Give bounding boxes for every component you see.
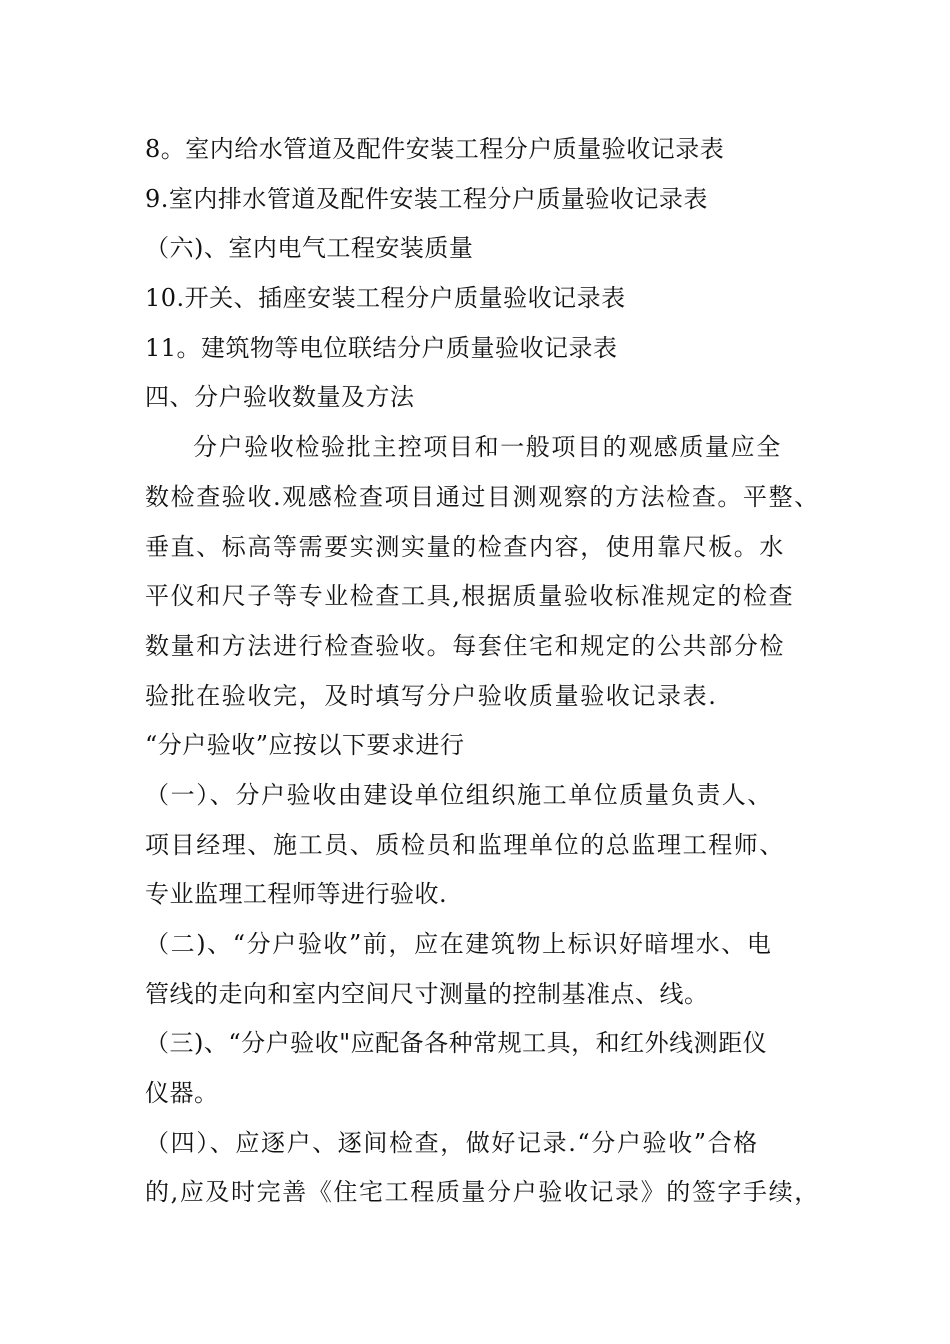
paragraph-line-2: 数检查验收.观感检查项目通过目测观察的方法检查。平整、 [145,483,820,511]
paragraph-line-1: 分户验收检验批主控项目和一般项目的观感质量应全 [193,433,782,461]
item-three-line-2: 仪器。 [145,1079,219,1107]
section-heading-six: （六)、室内电气工程安装质量 [145,234,474,262]
paragraph-line-6: 验批在验收完，及时填写分户验收质量验收记录表. [145,682,718,710]
item-one-line-3: 专业监理工程师等进行验收. [145,880,448,908]
item-four-line-1: （四）、应逐户、逐间检查，做好记录.“分户验收”合格 [145,1129,759,1157]
item-one-line-1: （一）、分户验收由建设单位组织施工单位质量负责人、 [145,781,773,809]
text-line-2: 9.室内排水管道及配件安装工程分户质量验收记录表 [145,185,708,213]
paragraph-line-4: 平仪和尺子等专业检查工具,根据质量验收标准规定的检查 [145,582,795,610]
text-line-4: 10.开关、插座安装工程分户质量验收记录表 [145,284,626,312]
item-two-line-2: 管线的走向和室内空间尺寸测量的控制基准点、线。 [145,980,709,1008]
requirements-heading: “分户验收”应按以下要求进行 [145,731,465,759]
paragraph-line-5: 数量和方法进行检查验收。每套住宅和规定的公共部分检 [145,632,785,660]
section-heading-four: 四、分户验收数量及方法 [145,383,415,411]
text-line-5: 11。建筑物等电位联结分户质量验收记录表 [145,334,618,362]
text-line-1: 8。室内给水管道及配件安装工程分户质量验收记录表 [145,135,725,163]
item-one-line-2: 项目经理、施工员、质检员和监理单位的总监理工程师、 [145,831,785,859]
item-three-line-1: （三)、“分户验收"应配备各种常规工具，和红外线测距仪 [145,1029,768,1057]
item-four-line-2: 的,应及时完善《住宅工程质量分户验收记录》的签字手续， [145,1178,820,1206]
item-two-line-1: （二)、“分户验收”前，应在建筑物上标识好暗埋水、电 [145,930,773,958]
paragraph-line-3: 垂直、标高等需要实测实量的检查内容，使用靠尺板。水 [145,533,785,561]
